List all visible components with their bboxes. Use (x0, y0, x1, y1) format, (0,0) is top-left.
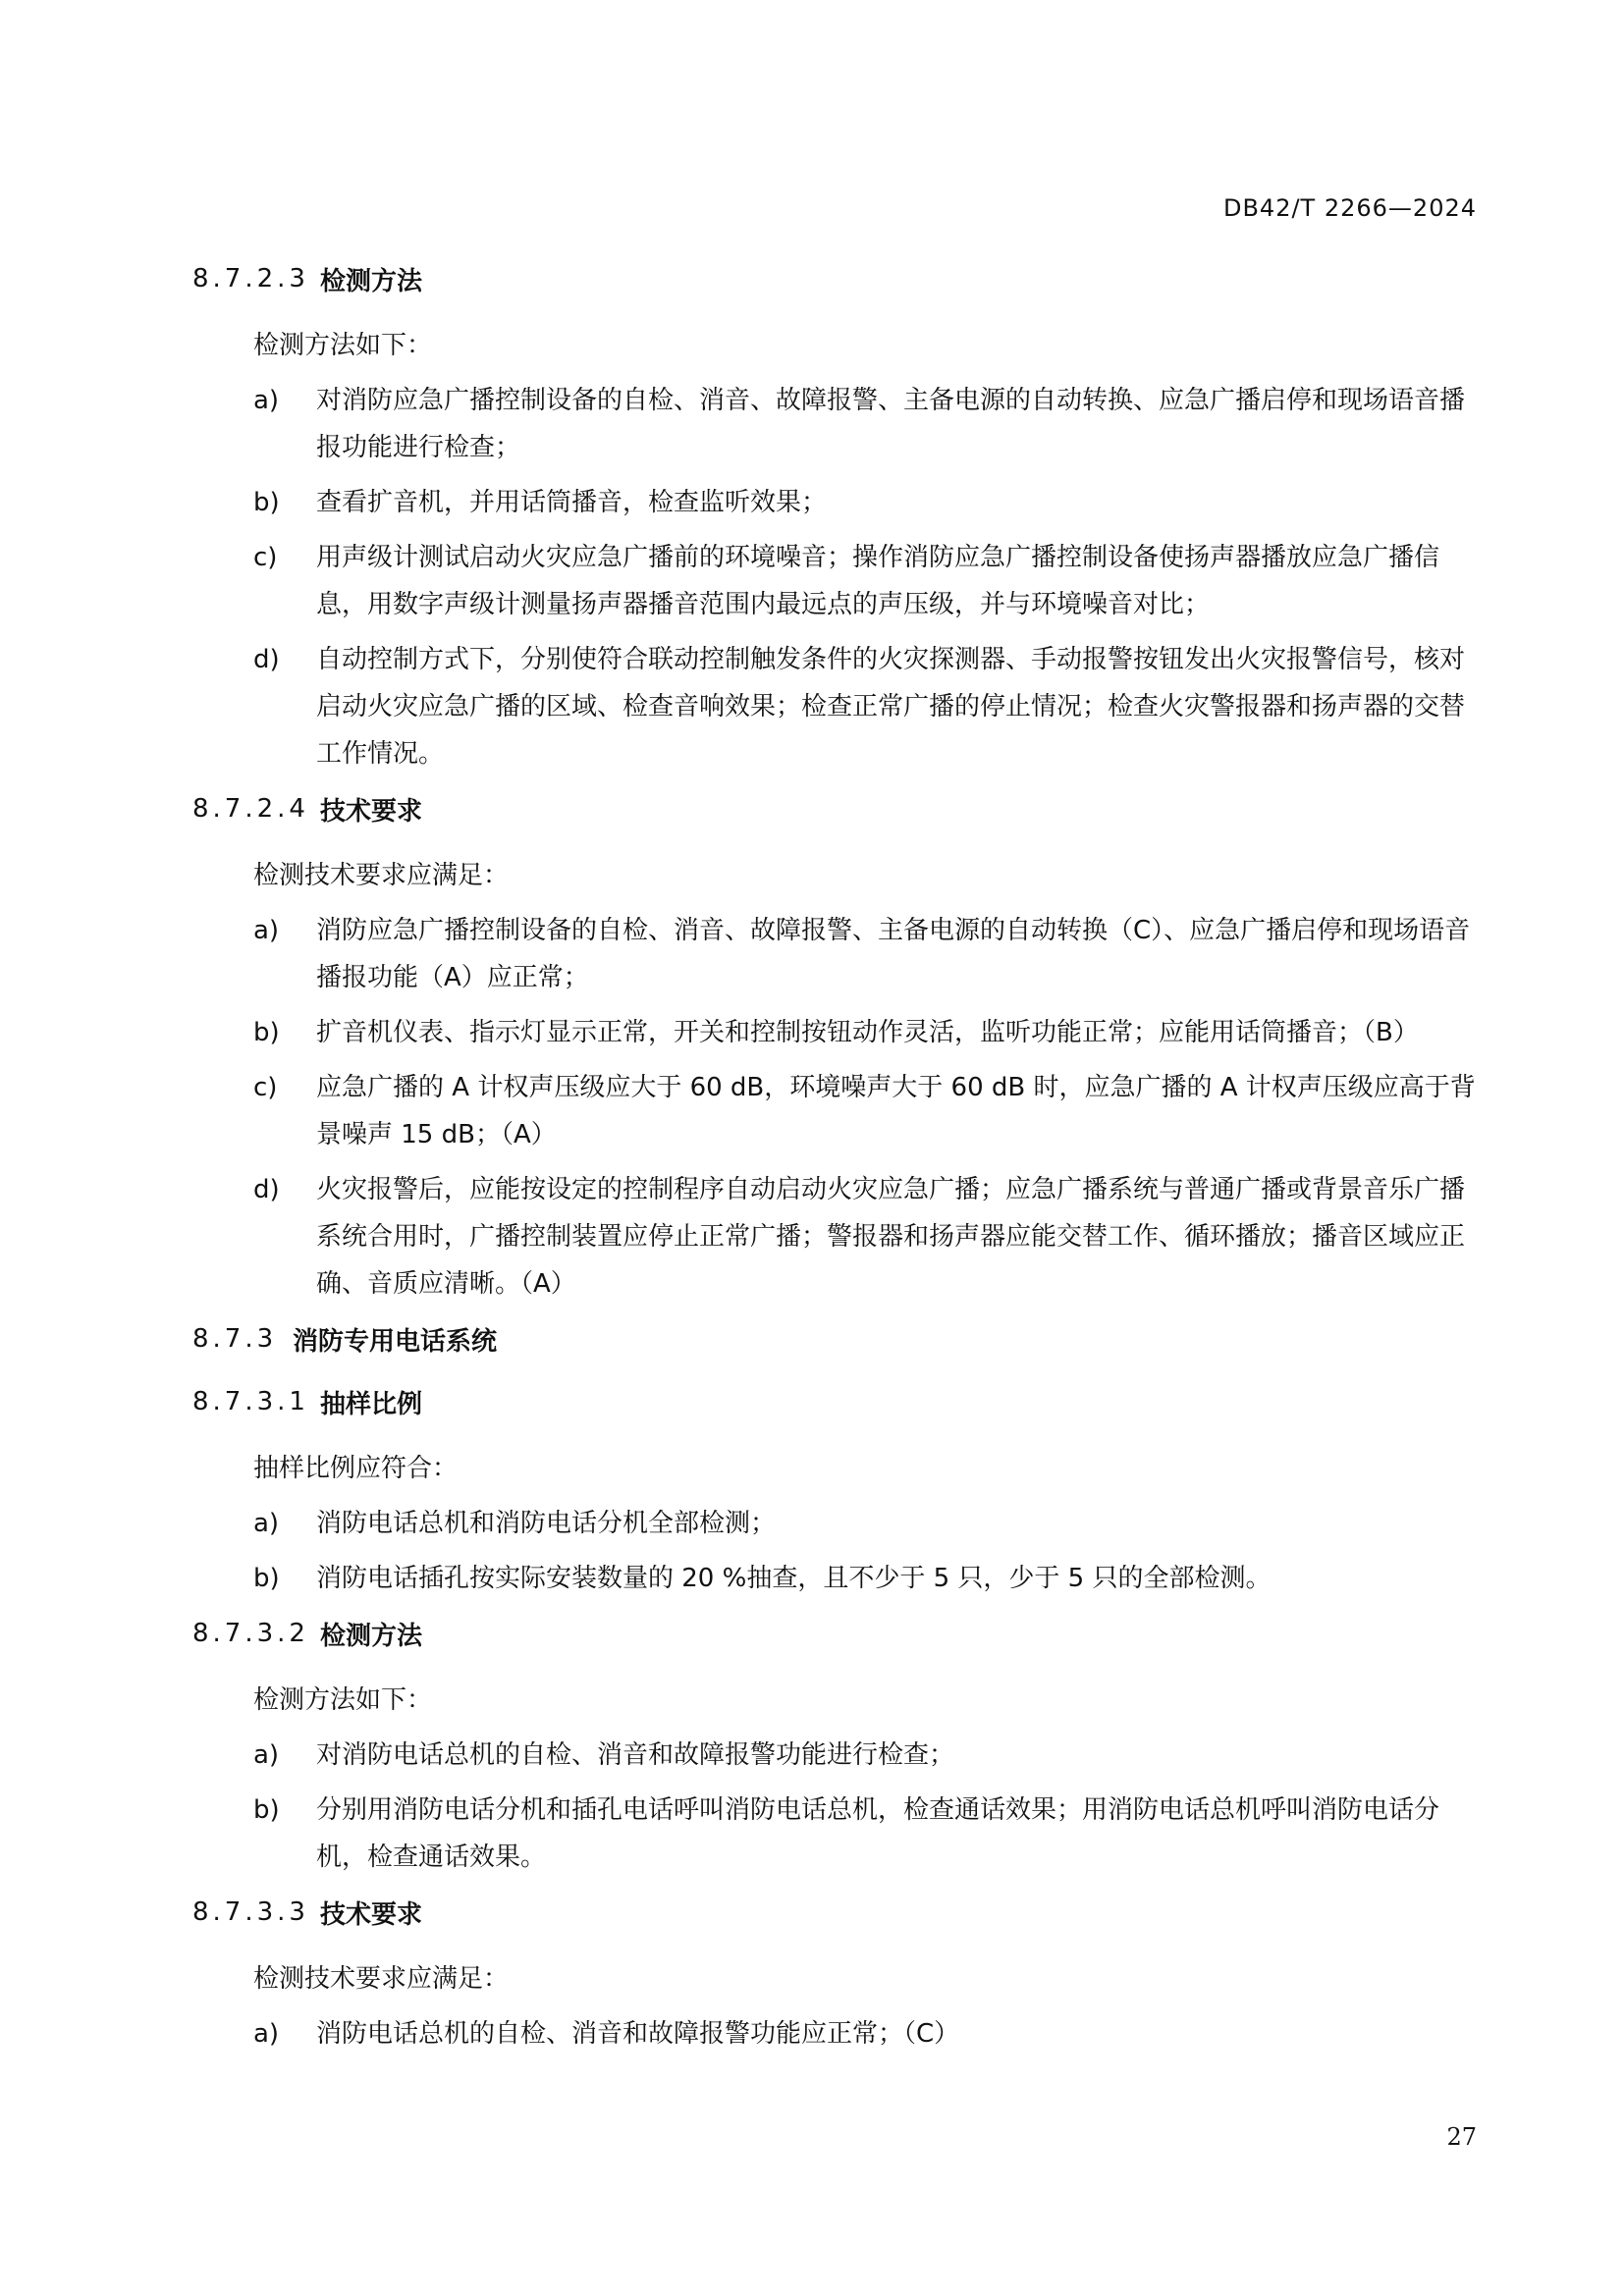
list-item-label: c) (253, 1073, 278, 1102)
section-heading (192, 259, 1479, 298)
list-item-label: b) (253, 1564, 280, 1593)
section-title: 抽样比例 (320, 1389, 423, 1419)
list-item (192, 377, 1479, 471)
list-item-label: a) (253, 916, 280, 945)
list-item (192, 1064, 1479, 1158)
list-item (192, 534, 1479, 628)
section-number: 8.7.3.3 (192, 1897, 309, 1927)
list-item-text: 应急广播的 A 计权声压级应大于 60 dB，环境噪声大于 60 dB 时，应急广播的 A 计权声压级应高于背景噪声 15 dB；（A） (316, 1073, 1476, 1149)
document-body (192, 259, 1479, 2069)
list-item-text: 消防电话总机的自检、消音和故障报警功能应正常；（C） (316, 2019, 960, 2049)
list-item-text: 扩音机仪表、指示灯显示正常，开关和控制按钮动作灵活，监听功能正常；应能用话筒播音；（B） (316, 1018, 1419, 1047)
section-number: 8.7.3.2 (192, 1619, 309, 1648)
section-8-7-3-3 (192, 1893, 1479, 2057)
page-number: 27 (1446, 2123, 1477, 2151)
list-item-label: a) (253, 1509, 280, 1538)
list-item (192, 1500, 1479, 1547)
section-number: 8.7.3 (192, 1324, 278, 1354)
section-intro: 检测技术要求应满足： (253, 1964, 510, 1994)
section-8-7-3-2 (192, 1614, 1479, 1881)
list-item-text: 消防电话插孔按实际安装数量的 20 %抽查，且不少于 5 只，少于 5 只的全部检测。 (316, 1564, 1272, 1593)
list-item (192, 636, 1479, 777)
list-item (192, 479, 1479, 526)
list-item (192, 1166, 1479, 1308)
list-item-label: b) (253, 488, 280, 517)
list-item (192, 1732, 1479, 1779)
section-8-7-3 (192, 1319, 1479, 1359)
list-item-text: 对消防电话总机的自检、消音和故障报警功能进行检查； (316, 1740, 955, 1770)
section-heading (192, 1614, 1479, 1653)
section-8-7-3-1 (192, 1382, 1479, 1602)
section-heading (192, 1319, 1479, 1359)
document-code: DB42/T 2266—2024 (1222, 194, 1477, 222)
list-item (192, 1555, 1479, 1602)
section-8-7-2-3 (192, 259, 1479, 777)
section-title: 消防专用电话系统 (293, 1326, 498, 1357)
list-item-label: b) (253, 1795, 280, 1825)
list-item-label: a) (253, 386, 280, 415)
section-number: 8.7.3.1 (192, 1387, 309, 1416)
list-item-label: a) (253, 2019, 280, 2049)
list-item (192, 1009, 1479, 1056)
list-item-text: 自动控制方式下，分别使符合联动控制触发条件的火灾探测器、手动报警按钮发出火灾报警信号，核对启动火灾应急广播的区域、检查音响效果；检查正常广播的停止情况；检查火灾警报器和扬声器的交替工作情况。 (316, 645, 1466, 769)
list-item-label: b) (253, 1018, 280, 1047)
section-8-7-2-4 (192, 789, 1479, 1308)
list-item (192, 907, 1479, 1001)
list-item (192, 1787, 1479, 1881)
section-heading (192, 789, 1479, 828)
list-item-text: 分别用消防电话分机和插孔电话呼叫消防电话总机，检查通话效果；用消防电话总机呼叫消防电话分机，检查通话效果。 (316, 1795, 1440, 1872)
section-title: 检测方法 (320, 1621, 423, 1651)
list-item-text: 对消防应急广播控制设备的自检、消音、故障报警、主备电源的自动转换、应急广播启停和现场语音播报功能进行检查； (316, 386, 1466, 462)
list-item-text: 查看扩音机，并用话筒播音，检查监听效果； (316, 488, 828, 517)
section-intro: 检测方法如下： (253, 1685, 433, 1715)
section-intro: 检测技术要求应满足： (253, 861, 510, 890)
section-title: 检测方法 (320, 266, 423, 296)
list-item-label: c) (253, 543, 278, 572)
list-item-label: d) (253, 645, 280, 674)
list-item-text: 火灾报警后，应能按设定的控制程序自动启动火灾应急广播；应急广播系统与普通广播或背景音乐广播系统合用时，广播控制装置应停止正常广播；警报器和扬声器应能交替工作、循环播放；播音区域应正确、音质应清晰。（A） (316, 1175, 1466, 1299)
section-title: 技术要求 (320, 796, 423, 827)
section-heading (192, 1382, 1479, 1421)
section-intro: 抽样比例应符合： (253, 1454, 459, 1483)
list-item-label: a) (253, 1740, 280, 1770)
list-item (192, 2010, 1479, 2057)
section-number: 8.7.2.3 (192, 264, 309, 294)
section-number: 8.7.2.4 (192, 794, 309, 824)
section-intro: 检测方法如下： (253, 331, 433, 360)
section-title: 技术要求 (320, 1899, 423, 1930)
list-item-text: 消防电话总机和消防电话分机全部检测； (316, 1509, 777, 1538)
list-item-text: 消防应急广播控制设备的自检、消音、故障报警、主备电源的自动转换（C）、应急广播启停和现场语音播报功能（A）应正常； (316, 916, 1471, 992)
list-item-label: d) (253, 1175, 280, 1204)
list-item-text: 用声级计测试启动火灾应急广播前的环境噪音；操作消防应急广播控制设备使扬声器播放应急广播信息，用数字声级计测量扬声器播音范围内最远点的声压级，并与环境噪音对比； (316, 543, 1440, 619)
section-heading (192, 1893, 1479, 1932)
